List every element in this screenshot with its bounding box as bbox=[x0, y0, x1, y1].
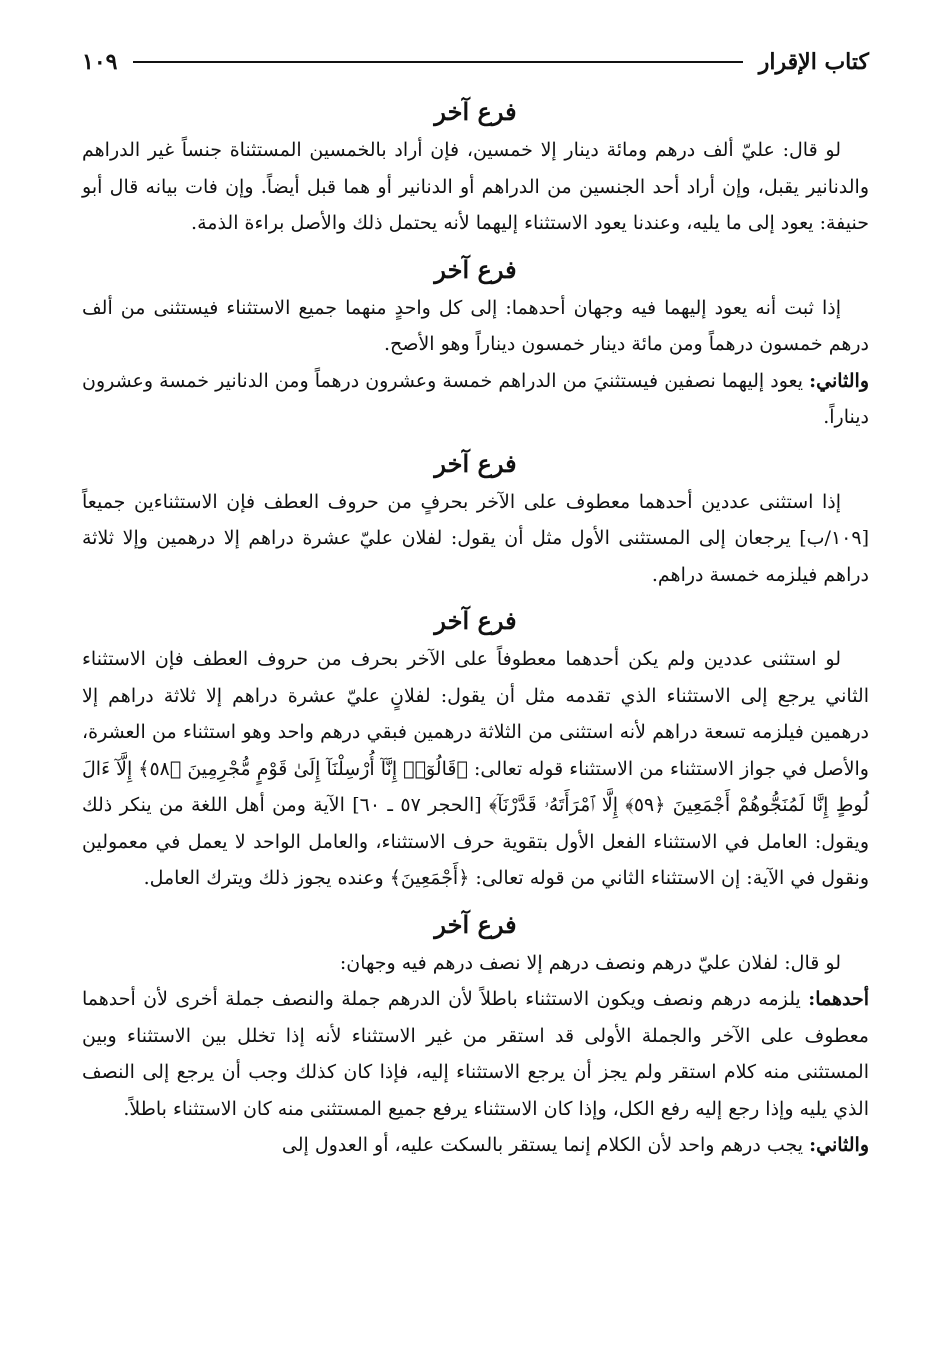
section-1 bbox=[82, 94, 869, 242]
paragraph-text: إذا استثنى عددين أحدهما معطوف على الآخر بحرفٍ من حروف العطف فإن الاستثناءين جميعاً [١٠٩/ب] يرجعان إلى المستثنى الأول مثل أن يقول: لفلان عليّ عشرة دراهم إلا درهمين وإلا ثلاثة دراهم فيلزمه خمسة دراهم. bbox=[82, 490, 869, 586]
paragraph-text: لو استثنى عددين ولم يكن أحدهما معطوفاً على الآخر بحرف من حروف العطف فإن الاستثناء الثاني يرجع إلى الاستثناء الذي تقدمه مثل أن يقول: لفلانٍ عليّ عشرة دراهم إلا ثلاثة دراهم إلا درهمين فيلزمه تسعة دراهم لأنه استثنى من الثلاثة درهمين فبقي درهم واحد وهو استثناء من العشرة، والأصل في جواز الاستثناء من الاستثناء قوله تعالى: ﴿قَالُوٓا۟ إِنَّآ أُرْسِلْنَآ إِلَىٰ قَوْمٍ مُّجْرِمِينَ ﴿٥٨﴾ إِلَّآ ءَالَ لُوطٍ إِنَّا لَمُنَجُّوهُمْ أَجْمَعِينَ ﴿٥٩﴾ إِلَّا ٱمْرَأَتَهُۥ قَدَّرْنَآ﴾ [الحجر ٥٧ ـ ٦٠] الآية ومن أهل اللغة من ينكر ذلك ويقول: العامل في الاستثناء الفعل الأول بتقوية حرف الاستثناء، والعامل الواحد لا يعمل في معمولين ونقول في الآية: إن الاستثناء الثاني من قوله تعالى: ﴿أَجْمَعِينَ﴾ وعنده يجوز ذلك ويترك العامل. bbox=[82, 648, 869, 889]
paragraph-text: لو قال: لفلان عليّ درهم ونصف درهم إلا نصف درهم فيه وجهان: bbox=[339, 951, 841, 974]
paragraph bbox=[82, 363, 869, 436]
paragraph bbox=[82, 290, 869, 363]
section-heading: فرع آخر bbox=[434, 448, 517, 478]
book-title: كتاب الإقرار bbox=[758, 49, 869, 75]
paragraph bbox=[82, 981, 869, 1127]
paragraph bbox=[82, 1127, 869, 1164]
paragraph bbox=[82, 484, 869, 594]
paragraph-lead: والثاني: bbox=[809, 1134, 869, 1156]
paragraph bbox=[82, 945, 869, 982]
section-heading: فرع آخر bbox=[434, 606, 517, 635]
section-4 bbox=[82, 603, 869, 897]
section-3 bbox=[82, 446, 869, 594]
paragraph-text: يجب درهم واحد لأن الكلام إنما يستقر بالسكت عليه، أو العدول إلى bbox=[281, 1134, 810, 1156]
paragraph-text: إذا ثبت أنه يعود إليهما فيه وجهان أحدهما: إلى كل واحدٍ منهما جميع الاستثناء فيستثنى من ألف درهم خمسون درهماً ومن مائة دينار خمسون ديناراً وهو الأصح. bbox=[82, 296, 869, 355]
section-heading: فرع آخر bbox=[434, 909, 517, 939]
paragraph-text: يعود إليهما نصفين فيستثنيَ من الدراهم خمسة وعشرون درهماً ومن الدنانير خمسة وعشرون ديناراً. bbox=[82, 369, 869, 428]
header-rule bbox=[133, 61, 742, 63]
section-5 bbox=[82, 907, 869, 1164]
page-number: ١٠٩ bbox=[82, 49, 118, 75]
paragraph bbox=[82, 641, 869, 897]
paragraph-lead: أحدهما: bbox=[808, 988, 869, 1010]
paragraph-lead: والثاني: bbox=[809, 369, 869, 392]
section-heading: فرع آخر bbox=[434, 97, 517, 126]
running-header bbox=[82, 40, 869, 84]
paragraph-text: يلزمه درهم ونصف ويكون الاستثناء باطلاً لأن الدرهم جملة والنصف جملة أخرى لأن أحدهما معطوف على الآخر والجملة الأولى قد استقر من غير الاستثناء لأنه إذا تخلل بين الاستثناء وبين المستثنى منه كلام استقر ولم يجز أن يرجع الاستثناء إليه، فإذا كان كذلك وجب أن يرجع إلى النصف الذي يليه وإذا رجع إليه رفع الكل، وإذا كان الاستثناء يرفع جميع المستثنى منه كان الاستثناء باطلاً. bbox=[82, 988, 869, 1120]
paragraph-text: لو قال: عليّ ألف درهم ومائة دينار إلا خمسين، فإن أراد بالخمسين المستثناة جنساً غير الدراهم والدنانير يقبل، وإن أراد أحد الجنسين من الدراهم أو الدنانير أو هما قبل أيضاً. وإن فات بيانه قال أبو حنيفة: يعود إلى ما يليه، وعندنا يعود الاستثناء إليهما لأنه يحتمل ذلك والأصل براءة الذمة. bbox=[82, 139, 869, 234]
section-2 bbox=[82, 252, 869, 436]
section-heading: فرع آخر bbox=[434, 254, 517, 284]
paragraph bbox=[82, 132, 869, 242]
